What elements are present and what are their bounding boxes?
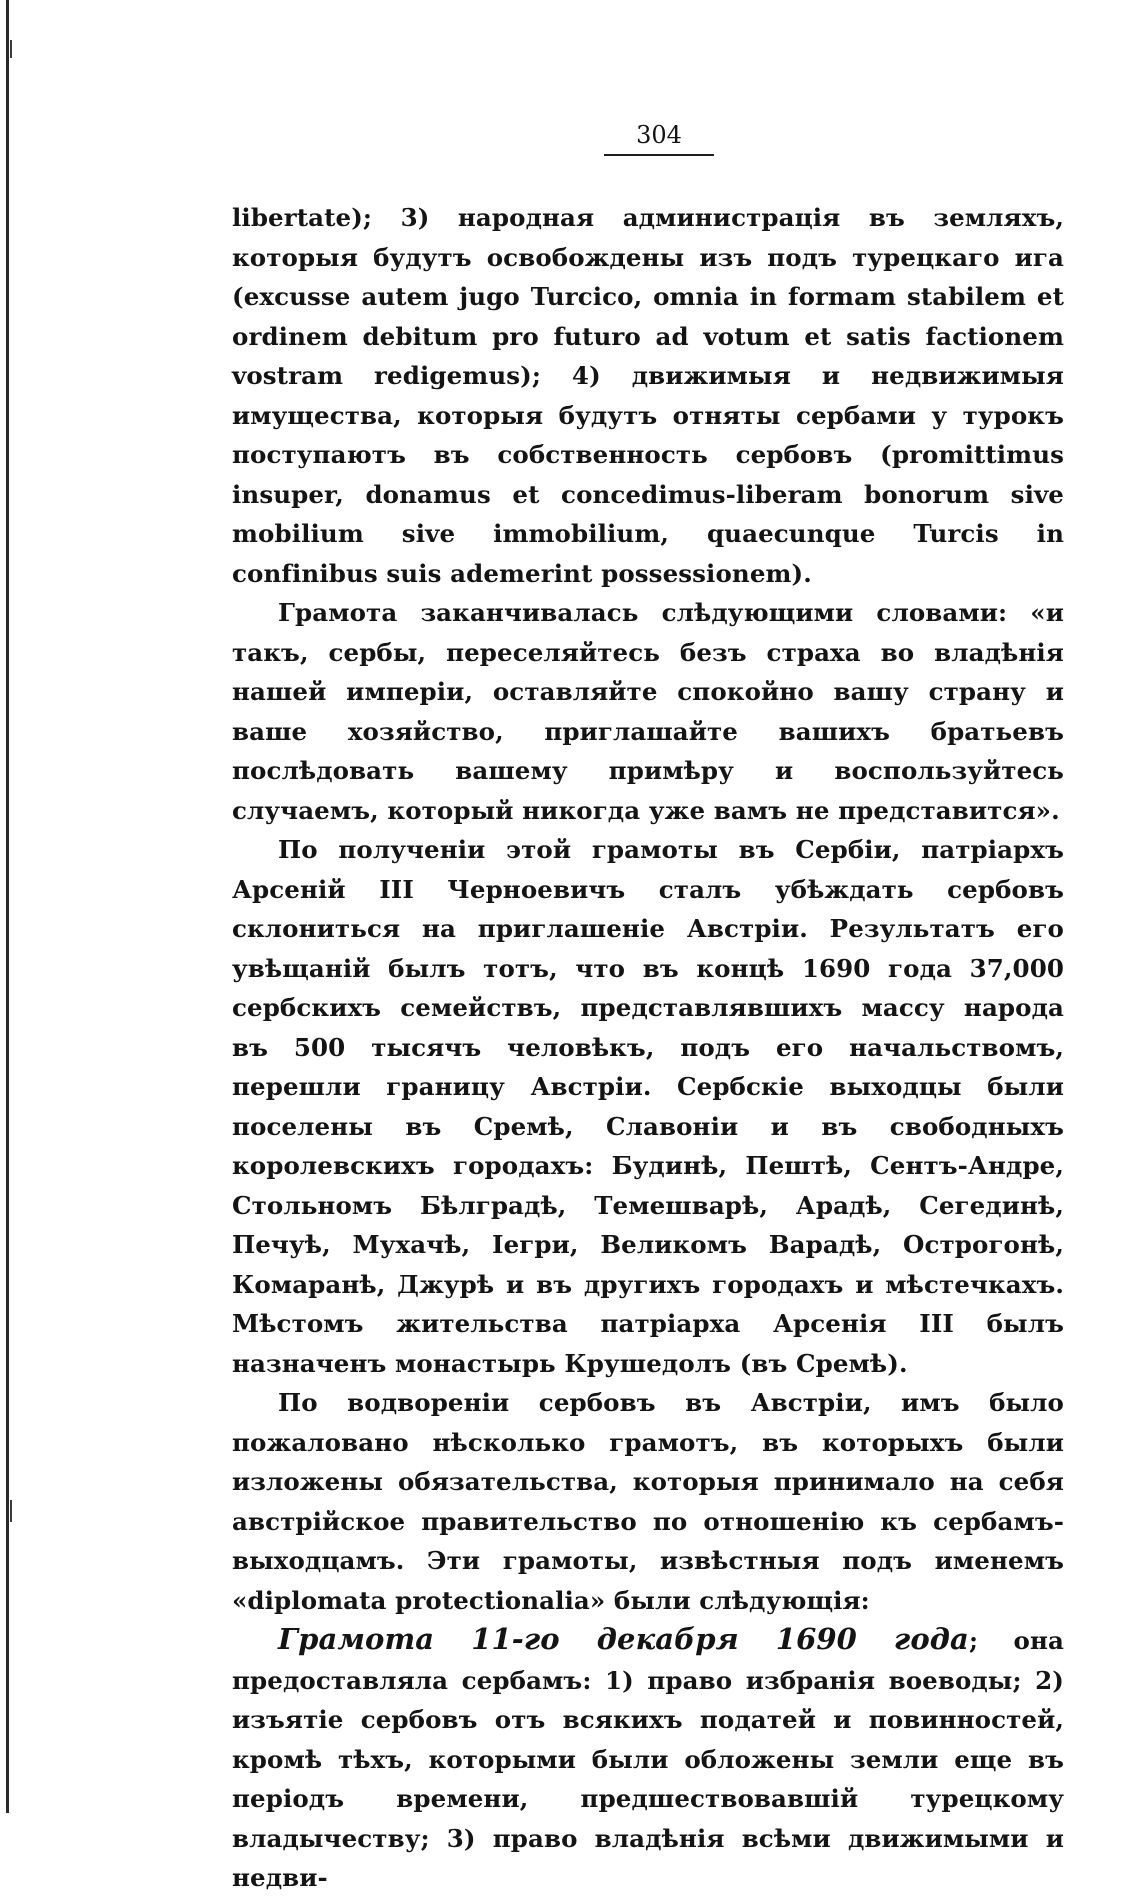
gramota-text: ; она предоставляла сербамъ: 1) право избранія воеводы; 2) изъятіе сербовъ отъ всякихъ податей и повинностей, кромѣ тѣхъ, которыми были обложены земли еще въ періодъ времени, предшествовавшій турецкому владычеству; 3) право владѣнія всѣми движимыми и недви- <box>232 1626 1064 1892</box>
paragraph-continuation: libertate); 3) народная администрація въ земляхъ, которыя будутъ освобождены изъ подъ турецкаго ига (excusse autem jugo Turcico, omnia in formam stabilem et ordinem debitum pro futuro ad votum et satis factionem vostram redigemus); 4) движимыя и недвижимыя имущества, которыя будутъ отняты сербами у турокъ поступаютъ въ собственность сербовъ (promittimus insuper, donamus et concedimus-liberam bonorum sive mobilium sive immobilium, quaecunque Turcis in confinibus suis ademerint possessionem). <box>232 203 1064 588</box>
scan-edge-mark <box>10 1500 12 1522</box>
paragraph-gramota-ending: Грамота заканчивалась слѣдующими словами: «и такъ, сербы, переселяйтесь безъ страха во владѣнія нашей имперіи, оставляйте спокойно вашу страну и ваше хозяйство, приглашайте вашихъ братьевъ послѣдовать вашему примѣру и воспользуйтесь случаемъ, который никогда уже вамъ не представится». <box>232 598 1064 825</box>
body-text <box>232 198 1064 1898</box>
paragraph-migration: По полученіи этой грамоты въ Сербіи, патріархъ Арсеній III Черноевичъ сталъ убѣждать сербовъ склониться на приглашеніе Австріи. Результатъ его увѣщаній былъ тотъ, что въ концѣ 1690 года 37,000 сербскихъ семействъ, представлявшихъ массу народа въ 500 тысячъ человѣкъ, подъ его начальствомъ, перешли границу Австріи. Сербскіе выходцы были поселены въ Сремѣ, Славоніи и въ свободныхъ королевскихъ городахъ: Будинѣ, Пештѣ, Сентъ-Андре, Стольномъ Бѣлградѣ, Темешварѣ, Арадѣ, Сегединѣ, Печуѣ, Мухачѣ, Іегри, Великомъ Варадѣ, Острогонѣ, Комаранѣ, Джурѣ и въ другихъ городахъ и мѣстечкахъ. Мѣстомъ жительства патріарха Арсенія III былъ назначенъ монастырь Крушедолъ (въ Сремѣ). <box>232 835 1064 1378</box>
scan-edge-line <box>6 0 9 1813</box>
page-number: 304 <box>604 120 714 156</box>
gramota-title: Грамота 11-го декабря 1690 года <box>278 1622 969 1656</box>
scan-edge-mark <box>10 40 12 58</box>
paragraph-gramota-1690 <box>232 1620 1064 1898</box>
paragraph-diplomata: По водвореніи сербовъ въ Австріи, имъ было пожаловано нѣсколько грамотъ, въ которыхъ были изложены обязательства, которыя принимало на себя австрійское правительство по отношенію къ сербамъ-выходцамъ. Эти грамоты, извѣстныя подъ именемъ «diplomata protectionalia» были слѣдующія: <box>232 1388 1064 1615</box>
